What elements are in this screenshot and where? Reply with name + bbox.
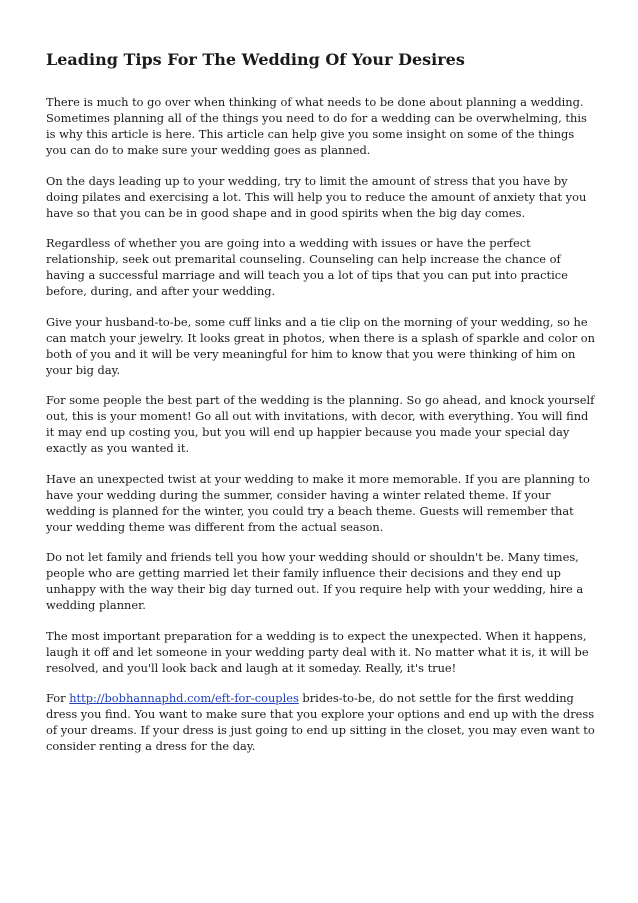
couples-link[interactable]: http://bobhannaphd.com/eft-for-couples — [69, 691, 299, 705]
dress-prefix: For — [46, 691, 70, 705]
document-title: Leading Tips For The Wedding Of Your Desires — [46, 50, 465, 69]
paragraph-counseling: Regardless of whether you are going into a wedding with issues or have the perfect relationship, seek out premarital counseling. Counseling can help increase the chance of having a successful marriage and will teach you a lot of tips that you can put into practice before, during, and after your wedding. — [46, 236, 568, 298]
paragraph-intro: There is much to go over when thinking of what needs to be done about planning a wedding. Sometimes planning all of the things you need to do for a wedding can be overwhelming, this is why this article is here. This article can help give you some insight on some of the things you can do to make sure your wedding goes as planned. — [46, 95, 587, 157]
paragraph-dress — [46, 690, 598, 754]
paragraph-family: Do not let family and friends tell you how your wedding should or shouldn't be. Many times, people who are getting married let their family influence their decisions and they end up unhappy with the way their big day turned out. If you require help with your wedding, hire a wedding planner. — [46, 550, 584, 612]
paragraph-planning: For some people the best part of the wedding is the planning. So go ahead, and knock yourself out, this is your moment! Go all out with invitations, with decor, with everything. You will find it may end up costing you, but you will end up happier because you made your special day exactly as you wanted it. — [46, 393, 595, 455]
paragraph-unexpected: The most important preparation for a wedding is to expect the unexpected. When it happens, laugh it off and let someone in your wedding party deal with it. No matter what it is, it will be resolved, and you'll look back and laugh at it someday. Really, it's true! — [46, 628, 589, 675]
paragraph-theme: Have an unexpected twist at your wedding to make it more memorable. If you are planning to have your wedding during the summer, consider having a winter related theme. If your wedding is planned for the winter, you could try a beach theme. Guests will remember that your wedding theme was different from the actual season. — [46, 471, 590, 534]
paragraph-stress: On the days leading up to your wedding, try to limit the amount of stress that you have by doing pilates and exercising a lot. This will help you to reduce the amount of anxiety that you have so that you can be in good shape and in good spirits when the big day comes. — [46, 173, 587, 220]
document-page — [46, 50, 598, 769]
dress-text: brides-to-be, do not settle for the first wedding dress you find. You want to make sure that you explore your options and end up with the dress of your dreams. If your dress is just going to end up sitting in the closet, you may even want to consider renting a dress for the day. — [46, 691, 595, 753]
paragraph-jewelry: Give your husband-to-be, some cuff links and a tie clip on the morning of your wedding, so he can match your jewelry. It looks great in photos, when there is a splash of sparkle and color on both of you and it will be very meaningful for him to know that you were thinking of him on your big day. — [46, 314, 595, 377]
